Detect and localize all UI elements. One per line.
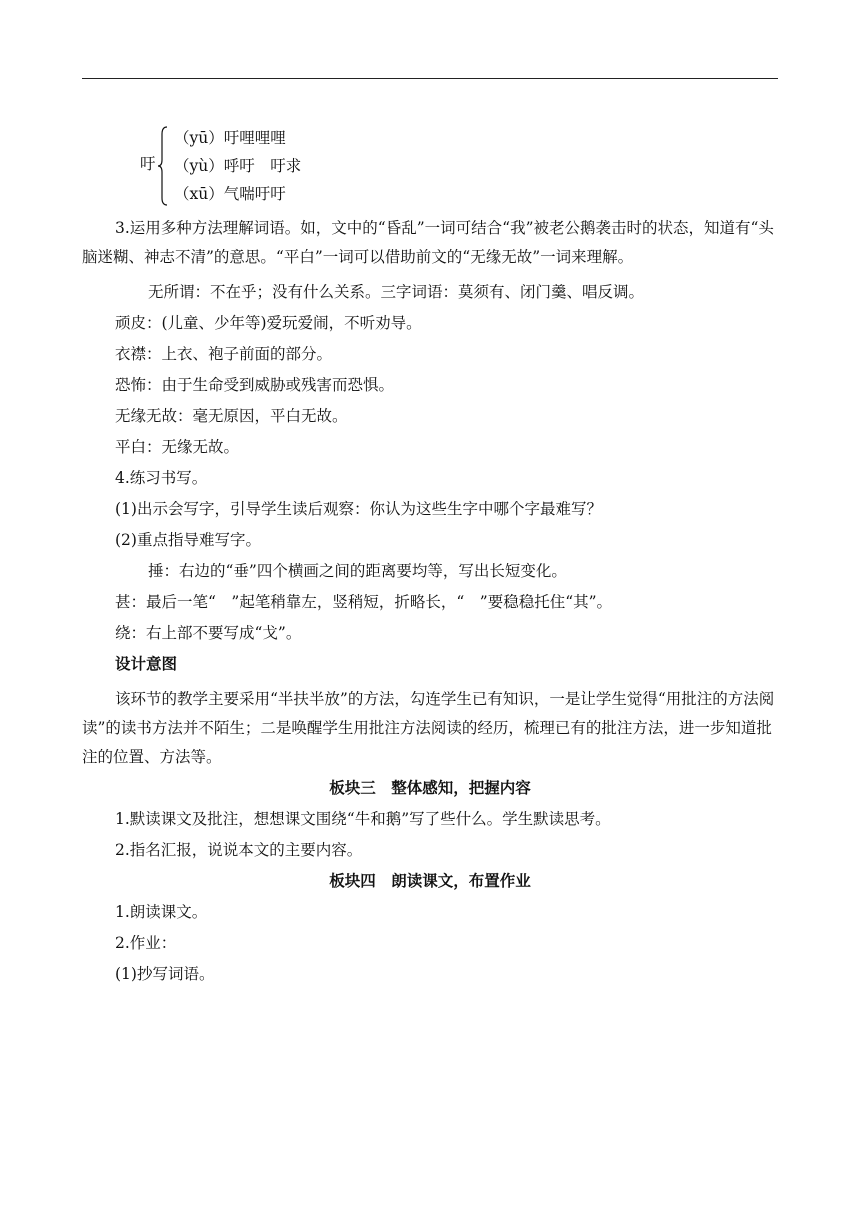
section-3-item: 1.默读课文及批注，想想课文围绕“牛和鹅”写了些什么。学生默读思考。 (115, 810, 611, 828)
section-4-item: (1)抄写词语。 (115, 965, 215, 983)
word-definition: 无缘无故：毫无原因，平白无故。 (115, 407, 348, 425)
writing-guide: 甚：最后一笔“ ”起笔稍靠左，竖稍短，折略长，“ ”要稳稳托住“其”。 (115, 593, 613, 611)
document-body (82, 118, 778, 995)
polyphone-reading-xu1: （xū）气喘吁吁 (174, 185, 286, 203)
word-definition: 平白：无缘无故。 (115, 438, 240, 456)
writing-guide: 捶：右边的“垂”四个横画之间的距离要均等，写出长短变化。 (148, 562, 567, 580)
polyphone-char: 吁 (140, 155, 156, 173)
design-intent-heading: 设计意图 (115, 655, 178, 673)
section-4-item: 2.作业： (115, 934, 177, 952)
polyphone-block (82, 118, 778, 210)
left-brace-icon (158, 126, 168, 206)
design-intent-text: 该环节的教学主要采用“半扶半放”的方法，勾连学生已有知识，一是让学生觉得“用批注的方法阅读”的读书方法并不陌生；二是唤醒学生用批注方法阅读的经历，梳理已有的批注方法，进一步知道批注的位置、方法等。 (82, 690, 775, 766)
word-definition: 无所谓：不在乎；没有什么关系。三字词语：莫须有、闭门羹、唱反调。 (148, 283, 645, 301)
section-4-item: 1.朗读课文。 (115, 903, 208, 921)
section-3-item: 2.指名汇报，说说本文的主要内容。 (115, 841, 363, 859)
section-4-heading: 板块四 朗读课文，布置作业 (329, 872, 531, 890)
paragraph-4-2: (2)重点指导难写字。 (115, 531, 261, 549)
polyphone-reading-yu4: （yù）呼吁 吁求 (174, 157, 302, 175)
header-rule (82, 78, 778, 79)
paragraph-4: 4.练习书写。 (115, 469, 208, 487)
paragraph-3: 3.运用多种方法理解词语。如，文中的“昏乱”一词可结合“我”被老公鹅袭击时的状态，知道有“头脑迷糊、神志不清”的意思。“平白”一词可以借助前文的“无缘无故”一词来理解。 (82, 219, 774, 266)
word-definition: 恐怖：由于生命受到威胁或残害而恐惧。 (115, 376, 395, 394)
section-3-heading: 板块三 整体感知，把握内容 (329, 779, 531, 797)
word-definition: 顽皮：(儿童、少年等)爱玩爱闹，不听劝导。 (115, 314, 422, 332)
word-definition: 衣襟：上衣、袍子前面的部分。 (115, 345, 333, 363)
polyphone-reading-yu1: （yū）吁哩哩哩 (174, 129, 286, 147)
paragraph-4-1: (1)出示会写字，引导学生读后观察：你认为这些生字中哪个字最难写？ (115, 500, 602, 518)
writing-guide: 绕：右上部不要写成“戈”。 (115, 624, 302, 642)
